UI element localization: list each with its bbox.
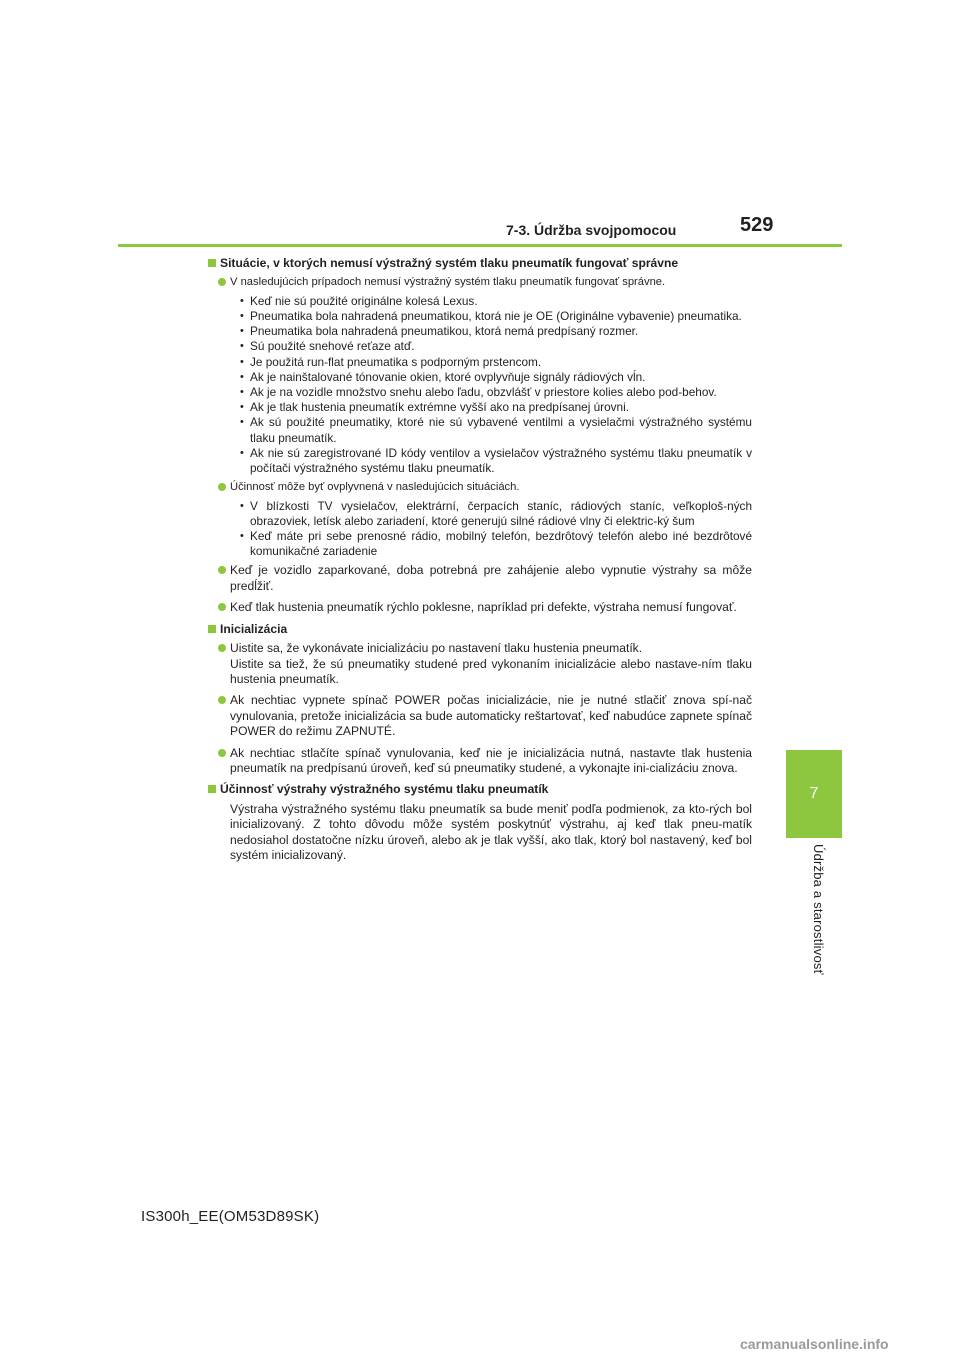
list-item: Ak nechtiac vypnete spínač POWER počas inicializácie, nie je nutné stlačiť znova spí-nač vynulovania, pretože inicializácia sa bude automaticky reštartovať, keď nabudúce zapnete spínač POWER do režimu ZAPNUTÉ.	[208, 693, 752, 739]
bullet-item: • V blízkosti TV vysielačov, elektrární, čerpacích staníc, rádiových staníc, veľkoploš-ných obrazoviek, letísk alebo zariadení, ktoré generujú silné rádiové vlny či elektric-ký šum	[240, 498, 752, 528]
watermark: carmanualsonline.info	[740, 1336, 889, 1352]
circle-bullet-icon	[218, 483, 226, 491]
bullet-item: • Ak je na vozidle množstvo snehu alebo ľadu, obzvlášť v priestore kolies alebo pod-behov.	[240, 385, 717, 400]
list-item: Keď tlak hustenia pneumatík rýchlo poklesne, napríklad pri defekte, výstraha nemusí fungovať.	[208, 600, 752, 615]
circle-bullet-icon	[218, 566, 226, 574]
section-heading: Inicializácia	[208, 622, 752, 637]
bullet-item: • Pneumatika bola nahradená pneumatikou, ktorá nemá predpísaný rozmer.	[240, 324, 639, 339]
bullet-item: • Sú použité snehové reťaze atď.	[240, 339, 415, 354]
bullet-item: • Ak nie sú zaregistrované ID kódy ventilov a vysielačov výstražného systému tlaku pneumatík v počítači výstražného systému tlaku pneumatík.	[240, 445, 752, 476]
bullet-list	[208, 499, 752, 560]
bullet-item: • Ak je nainštalované tónovanie okien, ktoré ovplyvňuje signály rádiových vĺn.	[240, 369, 646, 384]
list-item: Ak nechtiac stlačíte spínač vynulovania, keď nie je inicializácia nutná, nastavte tlak hustenia pneumatík na predpísanú úroveň, keď sú pneumatiky studené, a vykonajte ini-cializáciu znova.	[208, 746, 752, 777]
section-heading: Situácie, v ktorých nemusí výstražný systém tlaku pneumatík fungovať správne	[208, 256, 752, 271]
list-item: Uistite sa, že vykonávate inicializáciu po nastavení tlaku hustenia pneumatík. Uistite sa tiež, že sú pneumatiky studené pred vykonaním inicializácie alebo nastave-ním tlaku hustenia pneumatík.	[208, 641, 752, 687]
circle-bullet-icon	[218, 749, 226, 757]
bullet-item: • Keď máte pri sebe prenosné rádio, mobilný telefón, bezdrôtový telefón alebo iné bezdrôtové komunikačné zariadenie	[240, 529, 752, 559]
bullet-item: • Keď nie sú použité originálne kolesá Lexus.	[240, 293, 478, 308]
list-item: Účinnosť môže byť ovplyvnená v nasledujúcich situáciách.	[208, 480, 752, 495]
bullet-item: • Pneumatika bola nahradená pneumatikou, ktorá nie je OE (Originálne vybavenie) pneumatika.	[240, 309, 742, 324]
page-content	[208, 256, 752, 866]
bullet-item: • Ak je tlak hustenia pneumatík extrémne vyšší ako na predpísanej úrovni.	[240, 400, 630, 415]
chapter-title-vertical: Údržba a starostlivosť	[811, 844, 826, 975]
bullet-list	[208, 294, 752, 476]
section-title: 7-3. Údržba svojpomocou	[506, 222, 677, 238]
circle-bullet-icon	[218, 696, 226, 704]
model-code: IS300h_EE(OM53D89SK)	[141, 1208, 320, 1225]
square-bullet-icon	[208, 785, 216, 793]
chapter-number: 7	[809, 785, 819, 802]
section-heading: Účinnosť výstrahy výstražného systému tlaku pneumatík	[208, 782, 752, 797]
header-divider	[118, 244, 842, 247]
circle-bullet-icon	[218, 278, 226, 286]
list-item: Keď je vozidlo zaparkované, doba potrebná pre zahájenie alebo vypnutie výstrahy sa môže predĺžiť.	[208, 563, 752, 594]
page-number: 529	[740, 214, 774, 236]
bullet-item: • Je použitá run-flat pneumatika s podporným prstencom.	[240, 354, 542, 369]
circle-bullet-icon	[218, 603, 226, 611]
circle-bullet-icon	[218, 644, 226, 652]
list-item: V nasledujúcich prípadoch nemusí výstražný systém tlaku pneumatík fungovať správne.	[208, 275, 752, 290]
chapter-tab	[786, 750, 842, 838]
square-bullet-icon	[208, 259, 216, 267]
square-bullet-icon	[208, 625, 216, 633]
section-paragraph: Výstraha výstražného systému tlaku pneumatík sa bude meniť podľa podmienok, za kto-rých bol inicializovaný. Z tohto dôvodu môže systém poskytnúť výstrahu, aj keď tlak pneu-matík nedosiahol dostatočne nízku úroveň, alebo ak je tlak vyšší, ako tlak, ktorý bol nastavený, keď bol systém inicializovaný.	[230, 801, 752, 862]
bullet-item: • Ak sú použité pneumatiky, ktoré nie sú vybavené ventilmi a vysielačmi výstražného systému tlaku pneumatík.	[240, 415, 752, 445]
